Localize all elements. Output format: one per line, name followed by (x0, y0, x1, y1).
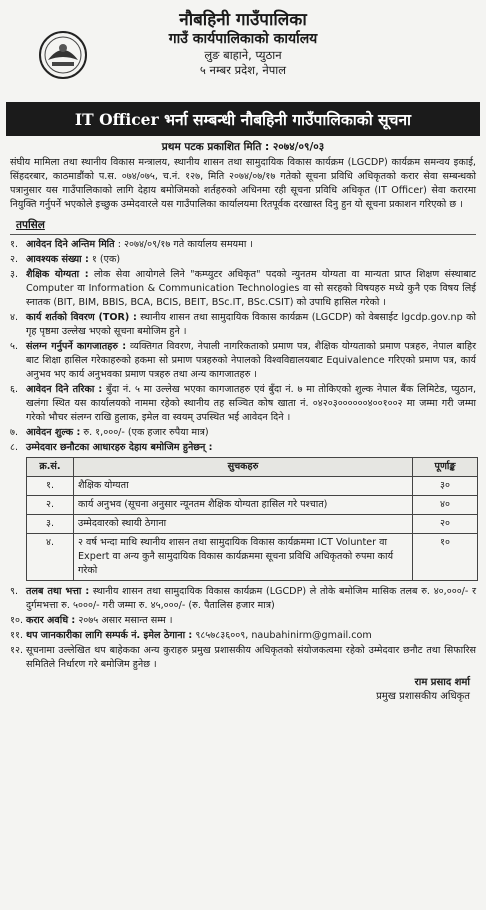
table-row (27, 477, 478, 496)
item-text: लोक सेवा आयोगले लिने "कम्प्युटर अधिकृत" पदको न्युनतम योग्यता वा मान्यता प्राप्त शिक्षण संस्थाबाट Computer वा Information & Communication Technologies वा सो सरहको विषयहरु मध्ये कुनै एक विषय लिई स्नातक (BIT, BIM, BBIS, BCA, BCIS, BEIT, BSc.IT, BSc.CSIT) को उपाधि हासिल गरेको । (26, 269, 476, 308)
signatory-role: प्रमुख प्रशासकीय अधिकृत (376, 691, 470, 702)
row-criteria: २ वर्ष भन्दा माथि स्थानीय शासन तथा सामुदायिक विकास कार्यक्रममा ICT Volunter वा Expert वा अन्य कुनै सामुदायिक विकास कार्यक्रममा सूचना प्रविधि अधिकृतको रुपमा कार्य गरेको (74, 534, 413, 581)
item-label: थप जानकारीका लागि सम्पर्क नं. इमेल ठेगाना : (26, 630, 193, 641)
signatory-name: राम प्रसाद शर्मा (414, 677, 470, 688)
table-header-row (27, 458, 478, 477)
list-item (10, 253, 476, 267)
letterhead (10, 10, 476, 100)
item-number: ५. (10, 341, 19, 352)
item-number: ११. (10, 630, 24, 641)
item-text: ९८५७८३६००९, naubahinirm@gmail.com (192, 630, 372, 641)
notice-items (10, 238, 476, 455)
office-name: गाउँ कार्यपालिकाको कार्यालय (168, 31, 318, 47)
office-address: लुङ बाहाने, प्युठान (204, 48, 282, 62)
item-label: शैक्षिक योग्यता : (26, 269, 89, 280)
item-text: सूचनामा उल्लेखित थप बाहेकका अन्य कुराहरु प्रमुख प्रशासकीय अधिकृतको संयोजकत्वमा रहेको उम्मेदवार छनौट तथा सिफारिस समितिले निर्धारण गरे बमोजिम हुनेछ । (26, 645, 476, 670)
item-text: व्यक्तिगत विवरण, नेपाली नागरिकताको प्रमाण पत्र, शैक्षिक योग्यताको प्रमाण पत्रहरु, नेपाल बाहिर बाट शिक्षा हासिल गरेकाहरुको हकमा सो प्रमाण पत्रहरुको नेपालको विश्वविद्यालयबाट Equivalence गरिएको प्रमाण पत्र, कार्य अनुभव भए कार्य अनुभवका प्रमाण पत्रहरु तथा अन्य कागजातहरु । (26, 341, 477, 380)
item-number: ३. (10, 269, 19, 280)
item-number: ६. (10, 384, 19, 395)
item-number: ७. (10, 427, 19, 438)
municipality-name: नौबहिनी गाउँपालिका (179, 10, 307, 30)
list-item (10, 644, 476, 672)
item-label: आवश्यक संख्या : (26, 254, 89, 265)
publish-date: प्रथम पटक प्रकाशित मिति : २०७४/०९/०३ (161, 141, 325, 153)
item-text: स्थानीय शासन तथा सामुदायिक विकास कार्यक्रम (LGCDP) को वेबसाईट lgcdp.gov.np को गृह पृष्ठमा उल्लेख भएको सूचना बमोजिम हुने । (26, 312, 476, 337)
row-sn: ४. (27, 534, 74, 581)
list-item (10, 268, 476, 310)
row-sn: १. (27, 477, 74, 496)
item-text: स्थानीय शासन तथा सामुदायिक विकास कार्यक्रम (LGCDP) ले तोके बमोजिम मासिक तलब रु. ४०,०००/- र दुर्गमभत्ता रु. ५०००/- गरी जम्मा रु. ४५,०००/- (रु. पैतालिस हजार मात्र) (26, 586, 477, 611)
row-marks: ४० (413, 496, 478, 515)
row-criteria: उम्मेदवारको स्थायी ठेगाना (74, 515, 413, 534)
item-label: उम्मेदवार छनौटका आधारहरु देहाय बमोजिम हुनेछन् : (26, 442, 213, 453)
item-text: १ (एक) (88, 254, 121, 265)
item-number: ८. (10, 442, 19, 453)
col-header-marks: पूर्णाङ्क (413, 458, 478, 477)
table-row (27, 515, 478, 534)
item-text: : २०७४/०९/१७ गते कार्यालय समयमा । (114, 239, 254, 250)
item-label: आवेदन शुल्क : (26, 427, 81, 438)
list-item (10, 629, 476, 643)
item-label: आवेदन दिने अन्तिम मिति (26, 239, 115, 250)
intro-paragraph: संघीय मामिला तथा स्थानीय विकास मन्त्रालय, स्थानीय शासन तथा सामुदायिक विकास कार्यक्रम (LGCDP) कार्यक्रम समन्वय इकाई, सिंहदरबार, काठमाडौंको प.स. ०७४/०७५, च.नं. १२७, मिति २०७४/०७/१७ गतेको सूचना प्रविधि अधिकृतको करार सेवा सम्बन्धको पत्रानुसार यस गाउँपालिकाको लागि देहाय बमोजिमको शर्तहरुको अधिनमा रही सूचना प्रविधि अधिकृत (IT Officer) सेवा करारमा नियुक्ति गर्नुपर्ने भएकोले इच्छुक उम्मेदवारले यस गाउँपालिका कार्यालयमा रितपूर्वक दरखास्त दिनु हुन यो सूचना प्रकाशन गरिएको छ । (10, 157, 476, 210)
notice-banner: IT Officer भर्ना सम्बन्धी नौबहिनी गाउँपालिकाको सूचना (6, 102, 480, 136)
item-label: संलग्न गर्नुपर्ने कागजातहरु : (26, 341, 127, 352)
item-number: १. (10, 239, 19, 250)
item-number: २. (10, 254, 19, 265)
row-marks: २० (413, 515, 478, 534)
list-item (10, 585, 476, 613)
item-text: २०७५ असार मसान्त सम्म । (75, 615, 173, 626)
col-header-criteria: सुचकहरु (74, 458, 413, 477)
row-marks: ३० (413, 477, 478, 496)
selection-criteria-table (26, 457, 478, 581)
row-criteria: शैक्षिक योग्यता (74, 477, 413, 496)
item-label: करार अवधि : (26, 615, 76, 626)
row-sn: ३. (27, 515, 74, 534)
row-marks: १० (413, 534, 478, 581)
nepal-emblem-icon (38, 30, 88, 80)
item-text: रु. १,०००/- (एक हजार रुपैया मात्र) (80, 427, 209, 438)
divider (10, 234, 476, 235)
province-line: ५ नम्बर प्रदेश, नेपाल (199, 63, 287, 77)
item-text: बुँदा नं. ५ मा उल्लेख भएका कागजातहरु एवं बुँदा नं. ७ मा तोकिएको शुल्क नेपाल बैंक लिमिटेड, प्युठान, खलंगा स्थित यस कार्यालयको नाममा रहेको स्थानीय तह सञ्चित कोष खाता नं. ०४२०३००००००४००१००२ मा जम्मा गरी जम्मा गरेको भौचर संलग्न राखि हुलाक, इमेल वा स्वयम् उपस्थित भई आवेदन दिने । (26, 384, 476, 423)
item-number: ४. (10, 312, 19, 323)
list-item (10, 614, 476, 628)
table-row (27, 534, 478, 581)
list-item (10, 311, 476, 339)
item-number: १०. (10, 615, 24, 626)
list-item (10, 238, 476, 252)
section-title: तपसिल (16, 219, 45, 231)
item-number: ९. (10, 586, 19, 597)
row-sn: २. (27, 496, 74, 515)
notice-items-continued (10, 585, 476, 672)
col-header-sn: क्र.सं. (27, 458, 74, 477)
item-label: तलब तथा भत्ता : (26, 586, 90, 597)
table-row (27, 496, 478, 515)
list-item (10, 426, 476, 440)
signature-block (10, 676, 476, 704)
list-item (10, 340, 476, 382)
list-item (10, 441, 476, 455)
item-label: कार्य शर्तको विवरण (TOR) : (26, 312, 137, 323)
item-number: १२. (10, 645, 24, 656)
item-label: आवेदन दिने तरिका : (26, 384, 103, 395)
row-criteria: कार्य अनुभव (सूचना अनुसार न्यूनतम शैक्षिक योग्यता हासिल गरे पश्चात) (74, 496, 413, 515)
list-item (10, 383, 476, 425)
